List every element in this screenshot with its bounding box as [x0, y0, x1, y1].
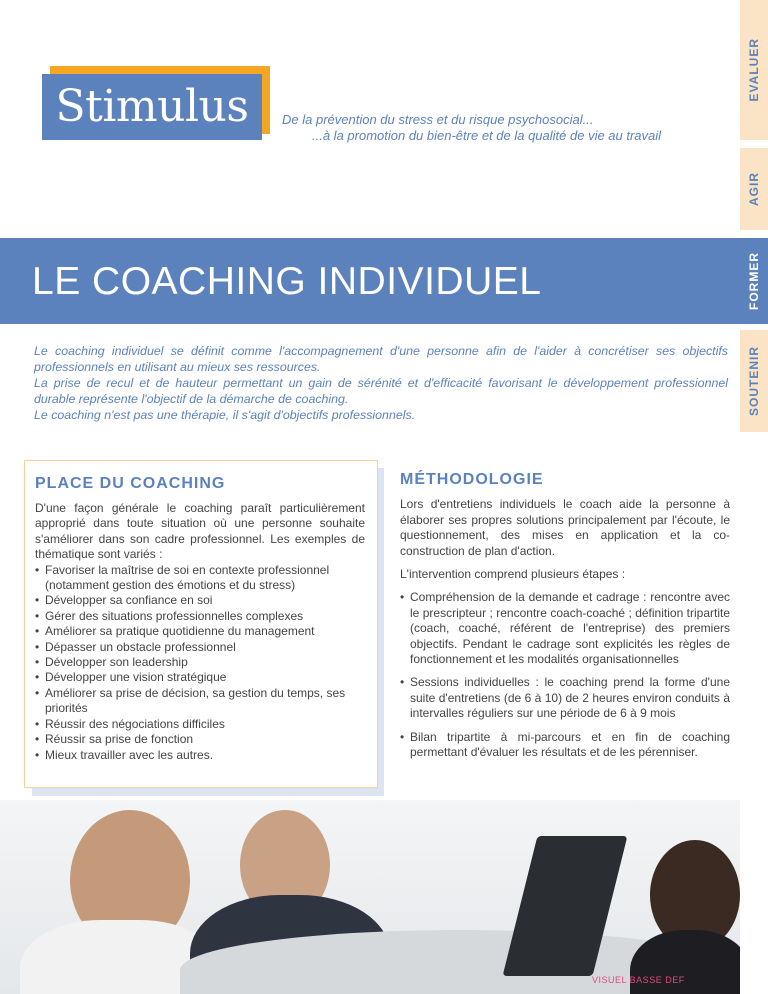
side-tab-former[interactable] — [740, 238, 768, 324]
methodologie-paragraph: Lors d'entretiens individuels le coach aide la personne à élaborer ses propres solutions principalement par l'écoute, le questionnement, des mises en application et la co-construction de plan d'action. — [400, 497, 730, 558]
list-item: • Compréhension de la demande et cadrage : rencontre avec le prescripteur ; rencontre coach-coaché ; définition tripartite (coach, coaché, référent de l'entreprise) des premiers objectifs. Pendant le cadrage sont explicités les règles de fonctionnement et les modalités organisationnelles — [400, 590, 730, 667]
place-coaching-card — [24, 460, 378, 788]
methodologie-paragraph: L'intervention comprend plusieurs étapes : — [400, 567, 626, 582]
intro-paragraph: Le coaching n'est pas une thérapie, il s'agit d'objectifs professionnels. — [34, 408, 416, 422]
methodologie-list — [400, 590, 730, 760]
list-item: • Réussir des négociations difficiles — [35, 717, 365, 732]
place-intro: D'une façon générale le coaching paraît particulièrement approprié dans toute situation où une personne souhaite s'améliorer dans son cadre professionnel. Les exemples de thématique sont variés : — [35, 501, 365, 562]
list-item: • Favoriser la maîtrise de soi en contexte professionnel (notamment gestion des émotions et du stress) — [35, 563, 365, 594]
list-item: • Bilan tripartite à mi-parcours et en fin de coaching permettant d'évaluer les résultats et de les pérenniser. — [400, 730, 730, 761]
tagline-line-2: ...à la promotion du bien-être et de la qualité de vie au travail — [312, 128, 662, 143]
side-tab-label: EVALUER — [747, 38, 761, 102]
place-list — [35, 563, 365, 763]
list-item: • Réussir sa prise de fonction — [35, 732, 365, 747]
list-item: • Améliorer sa prise de décision, sa gestion du temps, ses priorités — [35, 686, 365, 717]
list-item: • Développer sa confiance en soi — [35, 593, 365, 608]
side-tab-label: AGIR — [747, 172, 761, 206]
intro-text — [34, 343, 728, 423]
side-tab-soutenir[interactable] — [740, 330, 768, 432]
intro-paragraph: Le coaching individuel se définit comme l'accompagnement d'une personne afin de l'aider à concrétiser ses objectifs professionnels en utilisant au mieux ses ressources. — [34, 344, 728, 374]
list-item: • Développer une vision stratégique — [35, 670, 365, 685]
list-item: • Améliorer sa pratique quotidienne du management — [35, 624, 365, 639]
section-title-place: PLACE DU COACHING — [35, 475, 226, 492]
side-tab-evaluer[interactable] — [740, 0, 768, 140]
logo-wordmark: Stimulus — [42, 74, 262, 140]
photo-caption: VISUEL BASSE DEF — [592, 975, 685, 985]
methodologie-section — [400, 472, 730, 769]
intro-paragraph: La prise de recul et de hauteur permettant un gain de sérénité et d'efficacité favorisant le développement professionnel durable représente l'objectif de la démarche de coaching. — [34, 376, 728, 406]
side-tab-label: SOUTENIR — [747, 345, 761, 416]
page-title: LE COACHING INDIVIDUEL — [32, 260, 542, 303]
list-item: • Gérer des situations professionnelles complexes — [35, 609, 365, 624]
title-banner — [0, 238, 740, 324]
list-item: • Dépasser un obstacle professionnel — [35, 640, 365, 655]
side-tab-label: FORMER — [747, 252, 761, 310]
side-tab-agir[interactable] — [740, 148, 768, 230]
meeting-photo — [0, 800, 740, 994]
list-item: • Développer son leadership — [35, 655, 365, 670]
list-item: • Sessions individuelles : le coaching prend la forme d'une suite d'entretiens (de 6 à 10) de 2 heures environ conduits à intervalles réguliers sur une période de 6 à 9 mois — [400, 675, 730, 721]
tagline-line-1: De la prévention du stress et du risque psychosocial... — [282, 112, 594, 127]
logo — [42, 66, 270, 142]
list-item: • Mieux travailler avec les autres. — [35, 748, 365, 763]
place-body — [35, 501, 365, 763]
section-title-methodologie: MÉTHODOLOGIE — [400, 471, 544, 488]
tagline — [282, 112, 682, 144]
